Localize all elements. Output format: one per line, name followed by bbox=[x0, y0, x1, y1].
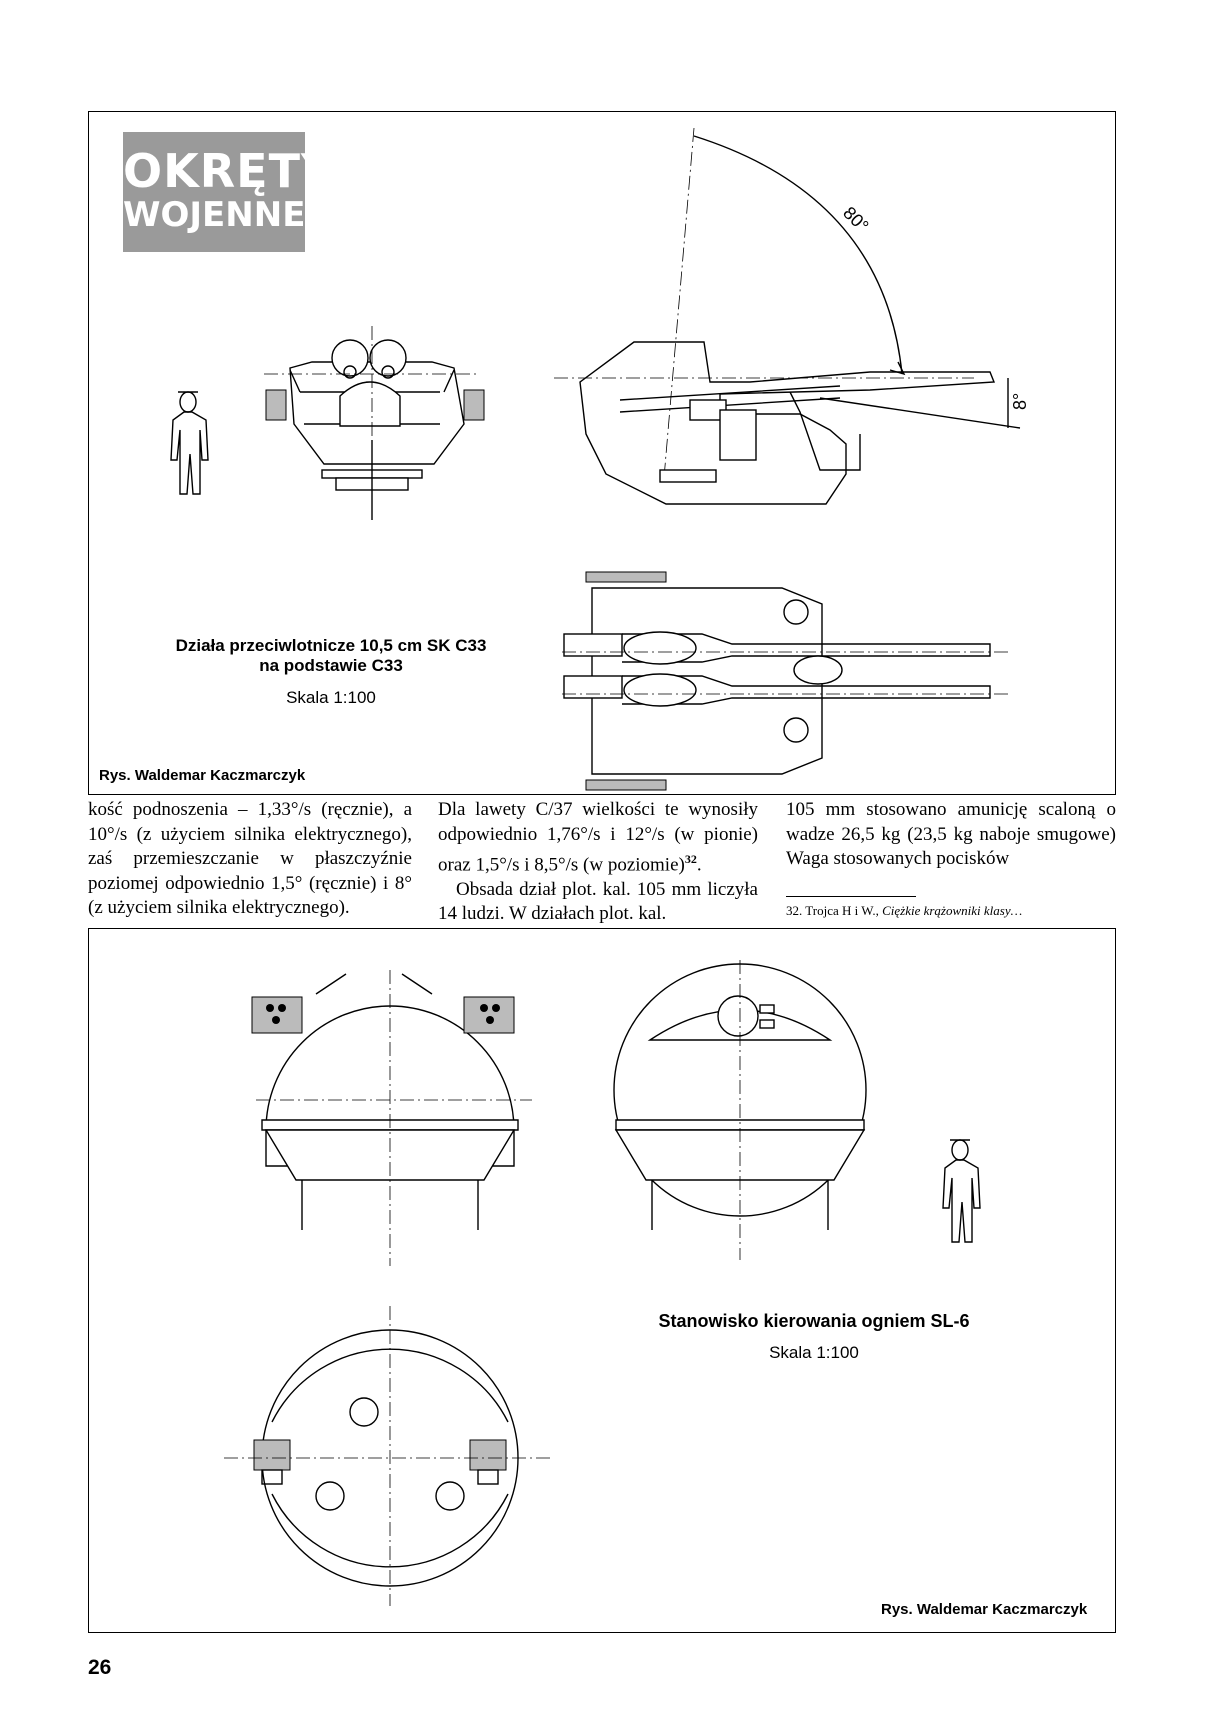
col3-paragraph: 105 mm stosowano amunicję scaloną o wadze 26,5 kg (23,5 kg naboje smugowe) Waga stosowanych pocisków bbox=[786, 799, 1116, 869]
logo-line1: OKRĘTY bbox=[123, 144, 336, 198]
director-rear-view bbox=[614, 960, 866, 1260]
footnote-ref: 32 bbox=[684, 852, 697, 866]
figure1-scale: Skala 1:100 bbox=[286, 688, 376, 707]
gun-top-view bbox=[562, 572, 1010, 790]
col2-paragraph-2: Obsada dział plot. kal. 105 mm liczyła 14 ludzi. W działach plot. kal. bbox=[438, 878, 758, 925]
gun-front-view bbox=[264, 326, 484, 520]
figure1-title-line2: na podstawie C33 bbox=[259, 656, 403, 675]
director-front-view bbox=[252, 970, 532, 1266]
human-scale-figure-1 bbox=[171, 392, 208, 494]
col2-p1-end: . bbox=[696, 854, 702, 876]
footnote-number: 32. Trojca H i W., bbox=[786, 903, 883, 918]
depression-angle-label: 8° bbox=[1010, 392, 1030, 410]
page-number: 26 bbox=[88, 1656, 112, 1679]
figure2-credit: Rys. Waldemar Kaczmarczyk bbox=[881, 1601, 1088, 1618]
footnote-title: Ciężkie krążowniki klasy… bbox=[882, 903, 1023, 918]
elevation-angle-label: 80° bbox=[839, 202, 873, 237]
figure1-title-line1: Działa przeciwlotnicze 10,5 cm SK C33 bbox=[175, 636, 487, 655]
director-plan-view bbox=[224, 1306, 554, 1606]
figure2-title: Stanowisko kierowania ogniem SL-6 bbox=[658, 1311, 970, 1331]
figure2-scale: Skala 1:100 bbox=[769, 1343, 859, 1362]
logo-line2: WOJENNE bbox=[123, 195, 306, 235]
gun-side-view bbox=[554, 128, 1030, 504]
human-scale-figure-2 bbox=[943, 1140, 980, 1242]
figure1-credit: Rys. Waldemar Kaczmarczyk bbox=[99, 767, 306, 784]
col2-p1-text: Dla lawety C/37 wielkości te wynosiły odpowiednio 1,76°/s i 12°/s (w pionie) oraz 1,5°/s i 8,5°/s (w poziomie) bbox=[438, 799, 758, 876]
col1-paragraph: kość podnoszenia – 1,33°/s (ręcznie), a 10°/s (z użyciem silnika elektrycznego), zaś przemieszczanie w płaszczyźnie poziomej odpowiednio 1,5° (ręcznie) i 8° (z użyciem silnika elektrycznego). bbox=[88, 799, 412, 918]
